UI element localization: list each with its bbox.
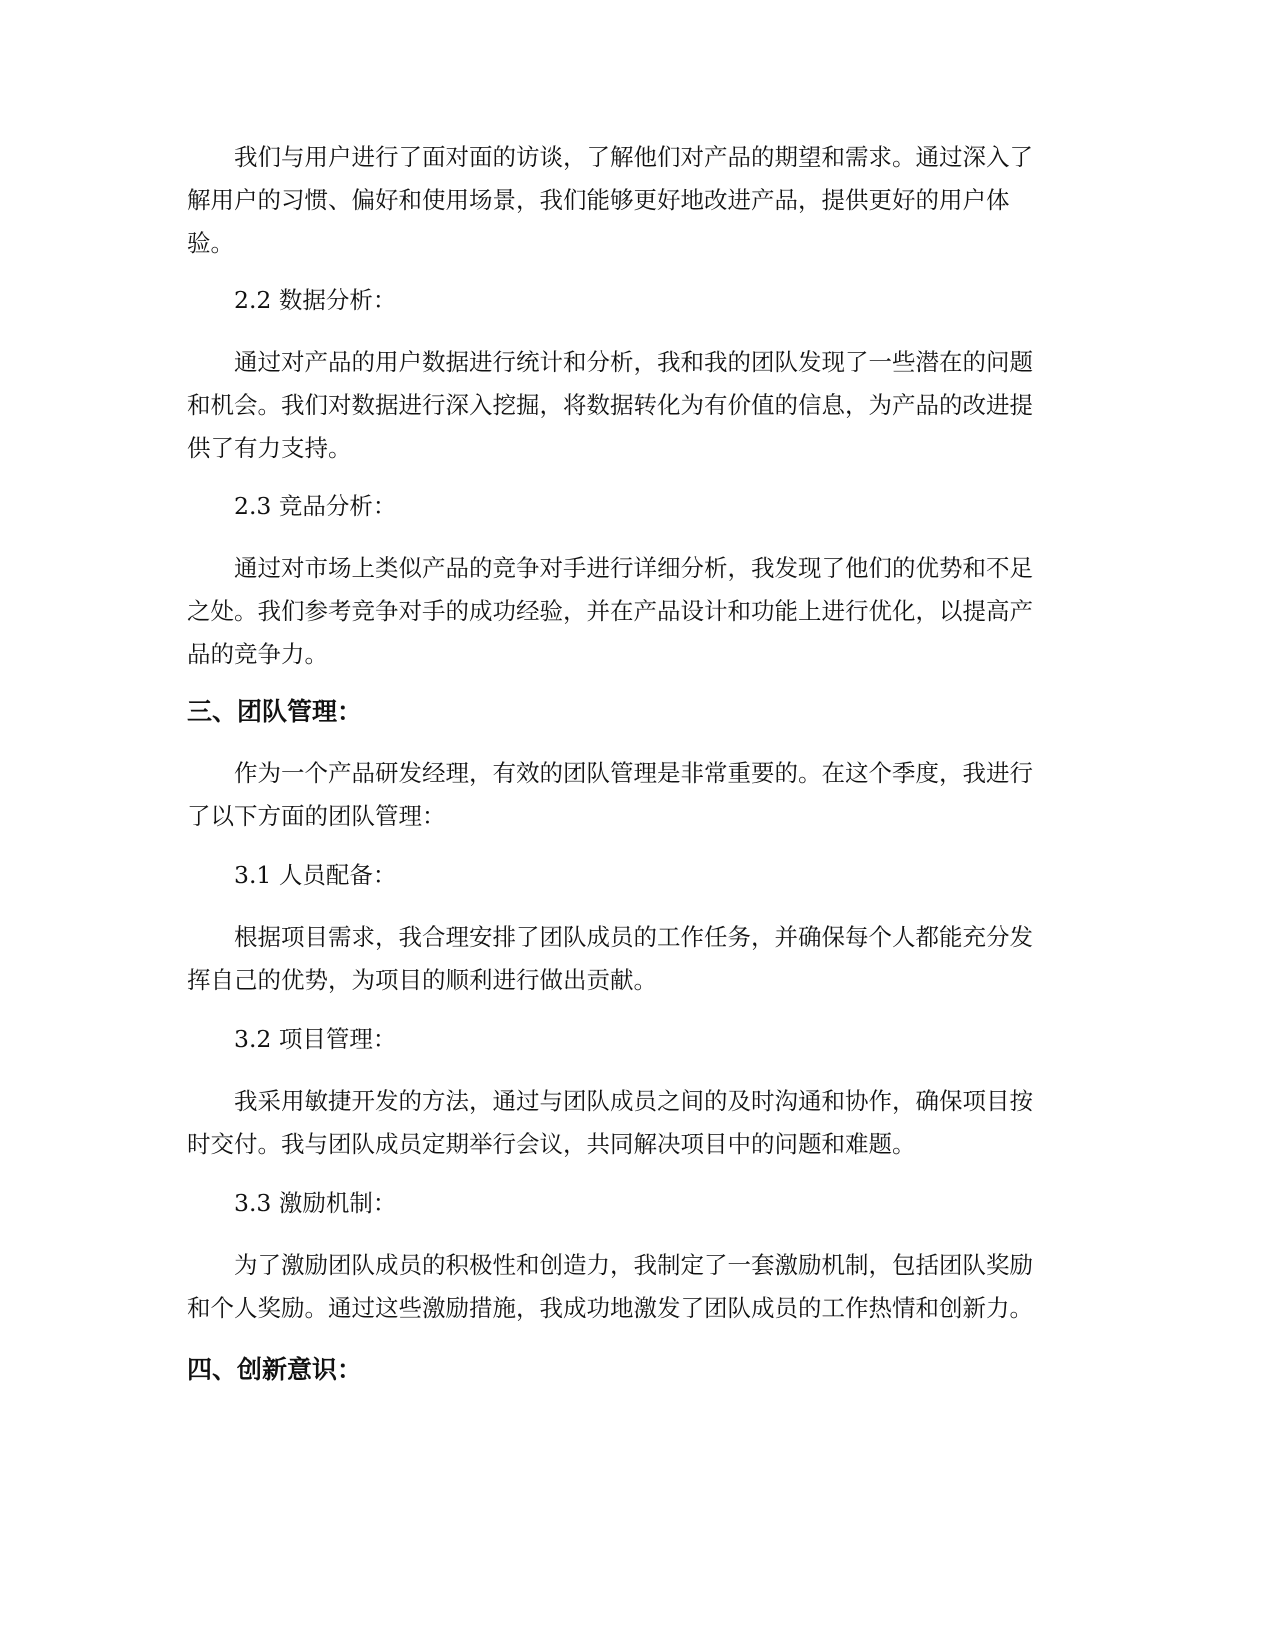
paragraph-line: 品的竞争力。 (187, 640, 328, 668)
paragraph-line: 根据项目需求，我合理安排了团队成员的工作任务，并确保每个人都能充分发 (234, 923, 1033, 951)
paragraph-team-intro (187, 752, 1092, 838)
paragraph-project-management (187, 1080, 1092, 1166)
paragraph-line: 和个人奖励。通过这些激励措施，我成功地激发了团队成员的工作热情和创新力。 (187, 1294, 1033, 1322)
subheading-3-2: 3.2 项目管理： (234, 1025, 397, 1053)
paragraph-line: 时交付。我与团队成员定期举行会议，共同解决项目中的问题和难题。 (187, 1130, 916, 1158)
paragraph-competitor-analysis (187, 547, 1092, 676)
paragraph-line: 之处。我们参考竞争对手的成功经验，并在产品设计和功能上进行优化，以提高产 (187, 597, 1033, 625)
paragraph-line: 供了有力支持。 (187, 434, 352, 462)
paragraph-line: 作为一个产品研发经理，有效的团队管理是非常重要的。在这个季度，我进行 (234, 759, 1033, 787)
section-heading-innovation: 四、创新意识： (187, 1355, 363, 1384)
subheading-3-3: 3.3 激励机制： (234, 1189, 397, 1217)
paragraph-line: 挥自己的优势，为项目的顺利进行做出贡献。 (187, 966, 657, 994)
paragraph-user-interview (187, 136, 1092, 265)
paragraph-line: 解用户的习惯、偏好和使用场景，我们能够更好地改进产品，提供更好的用户体 (187, 186, 1010, 214)
paragraph-line: 为了激励团队成员的积极性和创造力，我制定了一套激励机制，包括团队奖励 (234, 1251, 1033, 1279)
paragraph-line: 和机会。我们对数据进行深入挖掘，将数据转化为有价值的信息，为产品的改进提 (187, 391, 1033, 419)
paragraph-staffing (187, 916, 1092, 1002)
subheading-3-1: 3.1 人员配备： (234, 861, 397, 889)
paragraph-line: 了以下方面的团队管理： (187, 802, 446, 830)
subheading-2-2: 2.2 数据分析： (234, 286, 397, 314)
section-heading-team-management: 三、团队管理： (187, 697, 363, 726)
paragraph-line: 我采用敏捷开发的方法，通过与团队成员之间的及时沟通和协作，确保项目按 (234, 1087, 1033, 1115)
paragraph-incentive (187, 1244, 1092, 1330)
paragraph-line: 通过对市场上类似产品的竞争对手进行详细分析，我发现了他们的优势和不足 (234, 554, 1033, 582)
paragraph-line: 验。 (187, 229, 234, 257)
subheading-2-3: 2.3 竞品分析： (234, 492, 397, 520)
paragraph-line: 通过对产品的用户数据进行统计和分析，我和我的团队发现了一些潜在的问题 (234, 348, 1033, 376)
paragraph-line: 我们与用户进行了面对面的访谈，了解他们对产品的期望和需求。通过深入了 (234, 143, 1033, 171)
paragraph-data-analysis (187, 341, 1092, 470)
